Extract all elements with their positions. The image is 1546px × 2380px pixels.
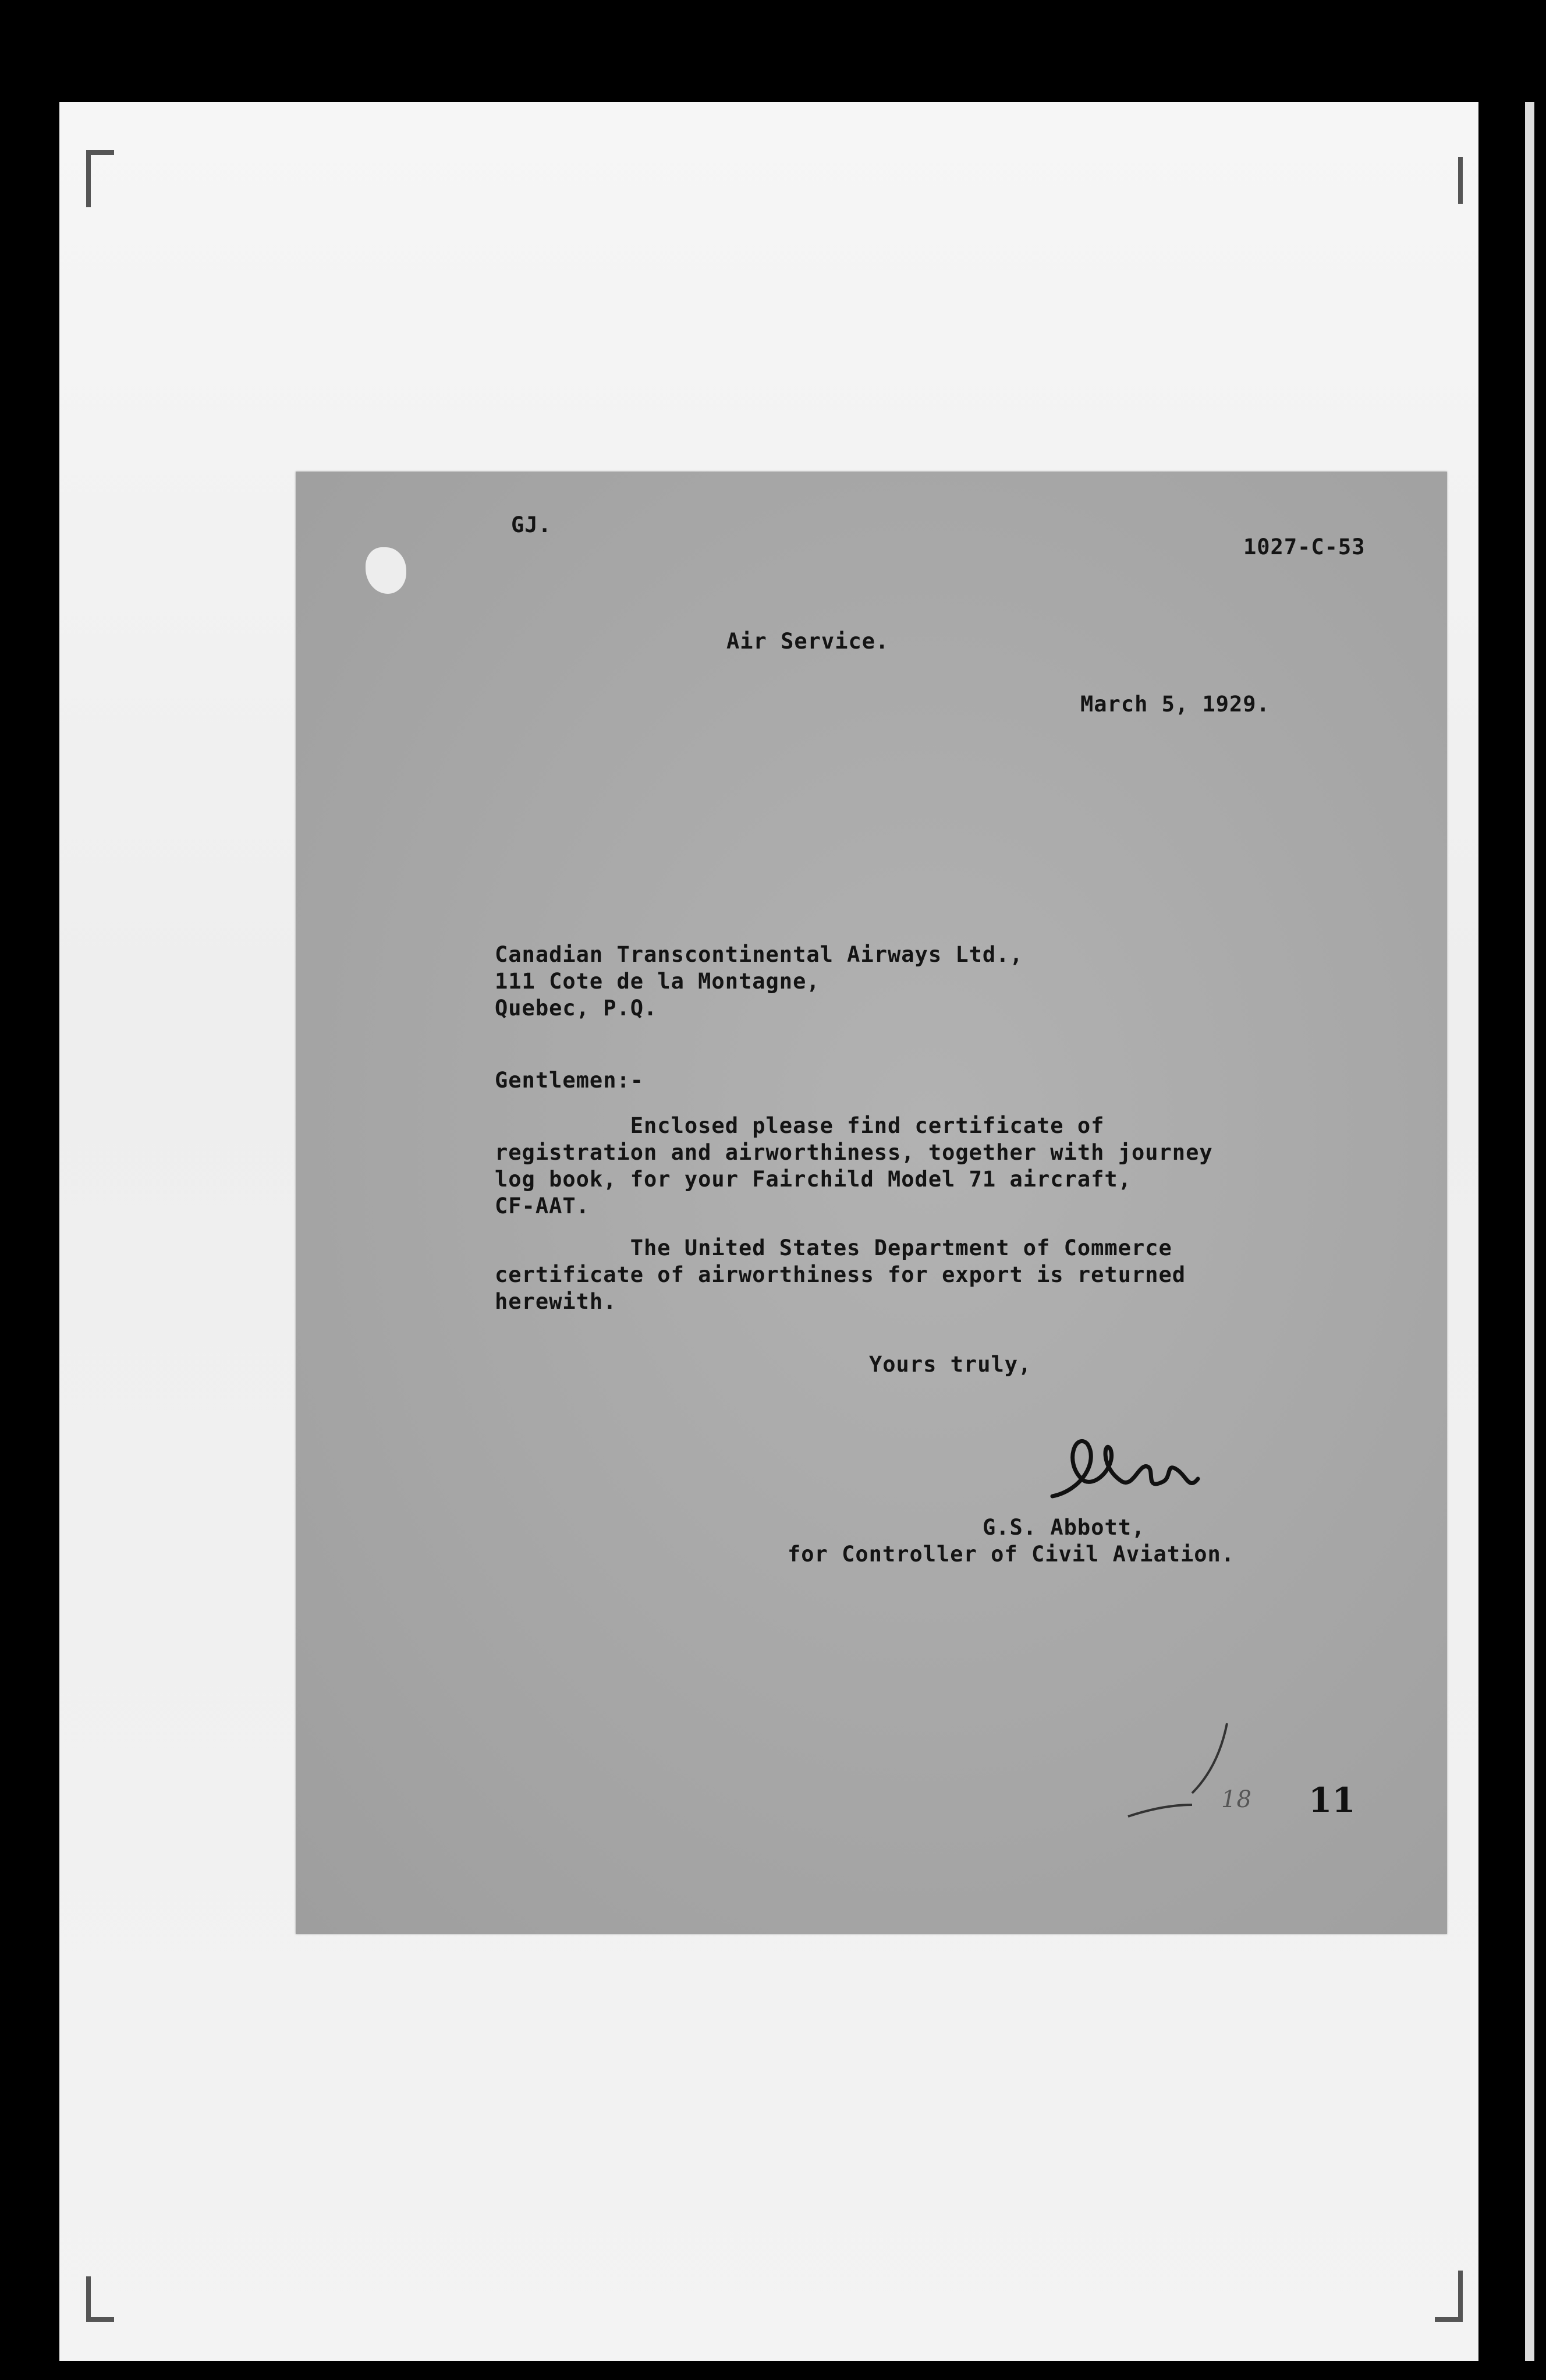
address-line-2: 111 Cote de la Montagne, (495, 969, 820, 994)
mount-edge-strip (1525, 102, 1534, 2361)
address-line-1: Canadian Transcontinental Airways Ltd., (495, 942, 1023, 967)
crop-mark-bottom-left (86, 2276, 114, 2322)
body-line-2: registration and airworthiness, together with journey (495, 1140, 1213, 1165)
initials: GJ. (511, 512, 552, 537)
handwritten-signature (1047, 1426, 1233, 1514)
handwritten-note: 18 (1221, 1786, 1252, 1813)
torn-corner (366, 547, 406, 594)
body-line-1: Enclosed please find certificate of (495, 1113, 1105, 1138)
body-line-5: The United States Department of Commerce (495, 1235, 1172, 1260)
department-heading: Air Service. (726, 629, 889, 654)
crop-mark-top-right (1435, 157, 1463, 204)
body-line-4: CF-AAT. (495, 1193, 590, 1219)
signatory-name: G.S. Abbott, (983, 1515, 1146, 1540)
body-line-3: log book, for your Fairchild Model 71 aircraft, (495, 1167, 1132, 1192)
signatory-title: for Controller of Civil Aviation. (788, 1542, 1235, 1567)
body-line-7: herewith. (495, 1289, 617, 1314)
file-number: 1027-C-53 (1243, 534, 1366, 559)
crop-mark-top-left (86, 150, 114, 207)
crop-mark-bottom-right (1435, 2271, 1463, 2322)
salutation: Gentlemen:- (495, 1068, 644, 1093)
letter-date: March 5, 1929. (1080, 692, 1270, 717)
page-number: 11 (1309, 1780, 1356, 1820)
address-line-3: Quebec, P.Q. (495, 996, 658, 1021)
closing: Yours truly, (869, 1352, 1032, 1377)
body-line-6: certificate of airworthiness for export is returned (495, 1262, 1186, 1287)
letter-sheet (296, 472, 1447, 1934)
